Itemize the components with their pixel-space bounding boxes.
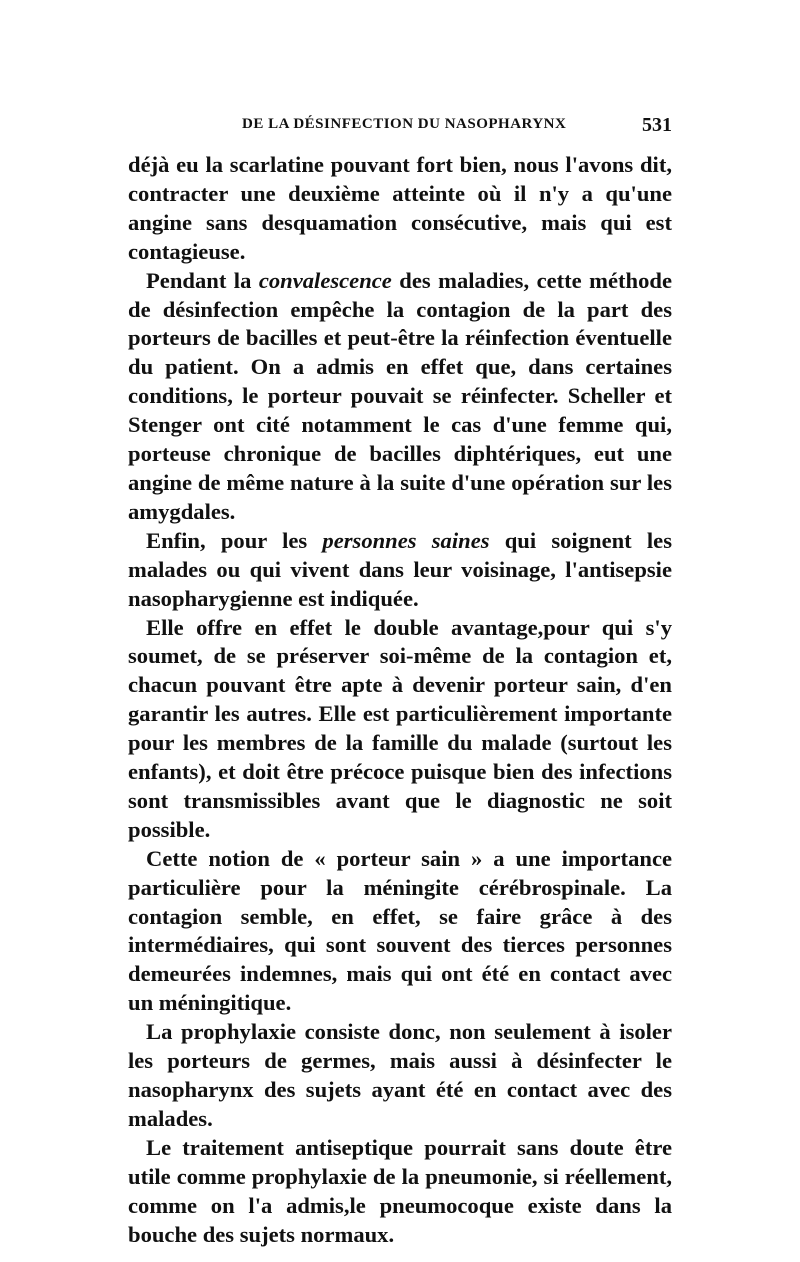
paragraph-antiseptic-treatment: Le traitement antiseptique pourrait sans doute être utile comme prophylaxie de la pneumonie, si réellement, comme on l'a admis,le pneumocoque existe dans la bouche des sujets normaux. (128, 1134, 672, 1247)
paragraph-text: qui soignent les malades ou qui vivent dans leur voisinage, l'antisepsie nasopharygienne est indiquée. (128, 527, 672, 611)
paragraph-healthy-persons (128, 527, 672, 614)
page-number: 531 (642, 114, 672, 136)
italic-term-personnes-saines: personnes saines (322, 527, 490, 553)
paragraph-carrier-notion: Cette notion de « porteur sain » a une importance particulière pour la méningite cérébrospinale. La contagion semble, en effet, se faire grâce à des intermédiaires, qui sont souvent des tierces personnes demeurées indemnes, mais qui ont été en contact avec un méningitique. (128, 845, 672, 1016)
paragraph-text: des maladies, cette méthode de désinfection empêche la contagion de la part des porteurs de bacilles et peut-être la réinfection éventuelle du patient. On a admis en effet que, dans certaines conditions, le porteur pouvait se réinfecter. Scheller et Stenger ont cité notamment le cas d'une femme qui, porteuse chronique de bacilles diphtériques, eut une angine de même nature à la suite d'une opération sur les amygdales. (128, 267, 672, 524)
paragraph-text: Pendant la (146, 267, 259, 293)
paragraph-convalescence (128, 267, 672, 527)
body-text (128, 151, 672, 1249)
running-head (128, 116, 672, 142)
paragraph-text: Enfin, pour les (146, 527, 323, 553)
paragraph-double-advantage: Elle offre en effet le double avantage,pour qui s'y soumet, de se préserver soi-même de la contagion et, chacun pouvant être apte à devenir porteur sain, d'en garantir les autres. Elle est particulièrement importante pour les membres de la famille du malade (surtout les enfants), et doit être précoce puisque bien des infections sont transmissibles avant que le diagnostic ne soit possible. (128, 614, 672, 842)
italic-term-convalescence: convalescence (258, 267, 392, 293)
running-title: DE LA DÉSINFECTION DU NASOPHARYNX (242, 116, 567, 132)
paragraph-continued: déjà eu la scarlatine pouvant fort bien, nous l'avons dit, contracter une deuxième atteinte où il n'y a qu'une angine sans desquamation consécutive, mais qui est contagieuse. (128, 152, 672, 264)
paragraph-prophylaxis: La prophylaxie consiste donc, non seulement à isoler les porteurs de germes, mais aussi à désinfecter le nasopharynx des sujets ayant été en contact avec des malades. (128, 1019, 672, 1131)
